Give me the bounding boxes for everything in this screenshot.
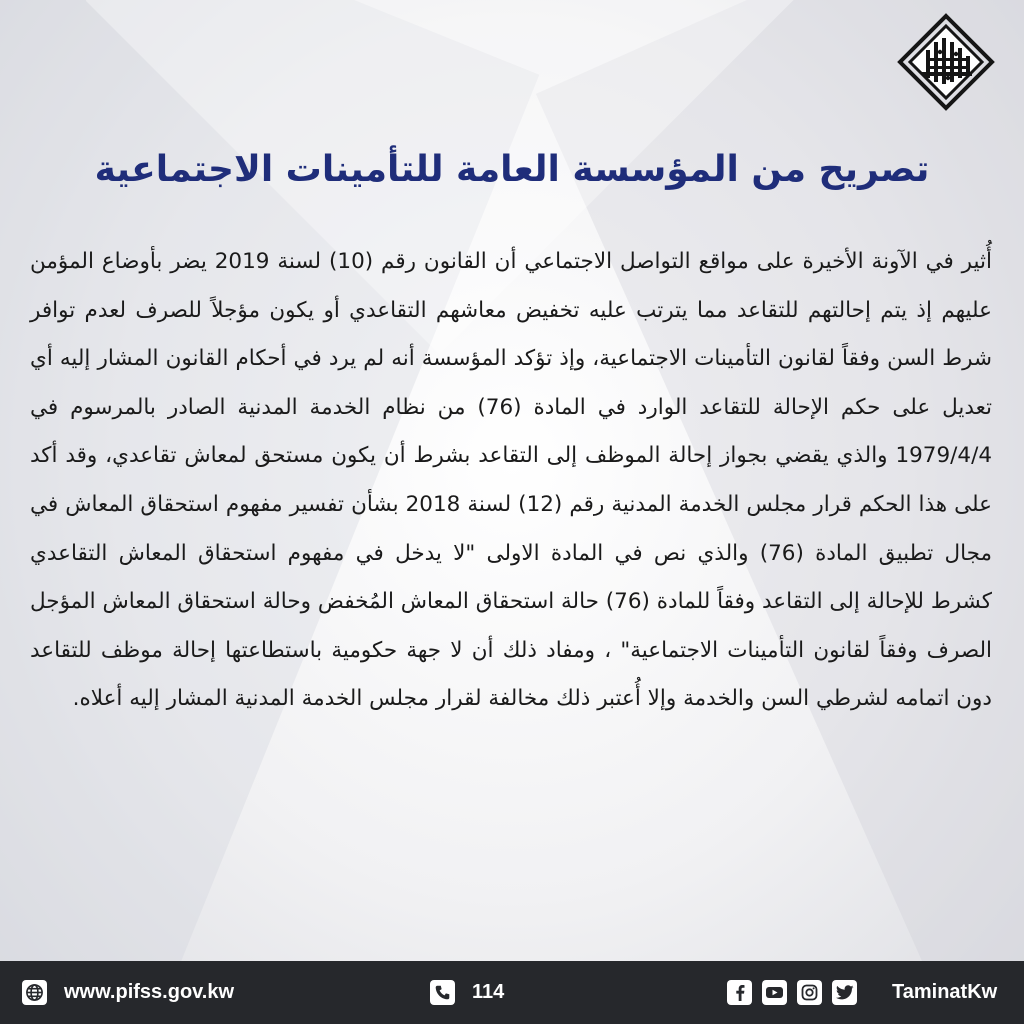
twitter-icon[interactable] (832, 980, 857, 1005)
page-title: تصريح من المؤسسة العامة للتأمينات الاجتماعية (94, 149, 930, 190)
phone-icon-wrap (430, 961, 455, 1024)
globe-icon (22, 980, 47, 1005)
youtube-icon[interactable] (762, 980, 787, 1005)
website-link[interactable]: www.pifss.gov.kw (64, 981, 235, 1003)
website-icon-wrap (22, 961, 47, 1024)
footer-bar (0, 961, 1024, 1024)
social-icons (727, 961, 857, 1024)
instagram-icon[interactable] (797, 980, 822, 1005)
phone-number[interactable]: 114 (472, 981, 505, 1003)
pifss-logo (896, 12, 996, 112)
phone-icon (430, 980, 455, 1005)
statement-body: أُثير في الآونة الأخيرة على مواقع التواصل الاجتماعي أن القانون رقم (10) لسنة 2019 يضر بأوضاع المؤمن عليهم إذ يتم إحالتهم للتقاعد مما يترتب عليه تخفيض معاشهم التقاعدي أو يكون مؤجلاً للصرف لعدم توافر شرط السن وفقاً لقانون التأمينات الاجتماعية، وإذ تؤكد المؤسسة أنه لم يرد في أحكام القانون المشار إليه أي تعديل على حكم الإحالة للتقاعد الوارد في المادة (76) من نظام الخدمة المدنية الصادر بالمرسوم في 1979/4/4 والذي يقضي بجواز إحالة الموظف إلى التقاعد بشرط أن يكون مستحق لمعاش تقاعدي، وقد أكد على هذا الحكم قرار مجلس الخدمة المدنية رقم (12) لسنة 2018 بشأن تفسير مفهوم استحقاق المعاش في مجال تطبيق المادة (76) والذي نص في المادة الاولى "لا يدخل في مفهوم استحقاق المعاش التقاعدي كشرط للإحالة إلى التقاعد وفقاً للمادة (76) حالة استحقاق المعاش المُخفض وحالة استحقاق المعاش المؤجل الصرف وفقاً لقانون التأمينات الاجتماعية" ، ومفاد ذلك أن لا جهة حكومية باستطاعتها إحالة موظف للتقاعد دون اتمامه لشرطي السن والخدمة وإلا أُعتبر ذلك مخالفة لقرار مجلس الخدمة المدنية المشار إليه أعلاه. (30, 249, 993, 712)
facebook-icon[interactable] (727, 980, 752, 1005)
social-handle[interactable]: TaminatKw (892, 981, 998, 1003)
